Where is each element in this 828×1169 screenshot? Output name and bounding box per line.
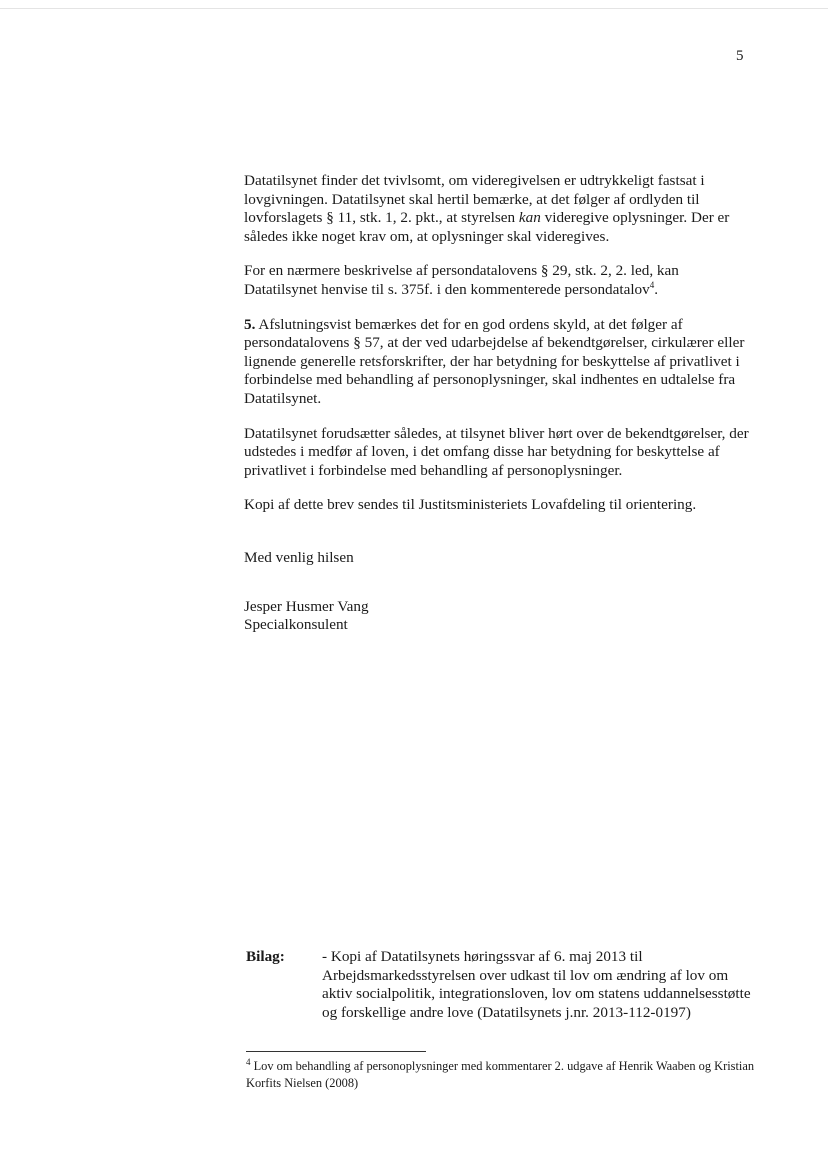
paragraph-3	[244, 316, 754, 409]
paragraph-2-end: .	[654, 280, 659, 298]
footnote	[246, 1058, 761, 1091]
section-number: 5.	[244, 315, 256, 333]
footnote-text: Lov om behandling af personoplysninger med kommentarer 2. udgave af Henrik Waaben og Kristian Korfits Nielsen (2008)	[246, 1059, 755, 1090]
footnote-reference: 4	[649, 279, 655, 290]
paragraph-4: Datatilsynet forudsætter således, at tilsynet bliver hørt over de bekendtgørelser, der udstedes i medfør af loven, i det omfang disse har betydning for beskyttelse af privatlivet i forbindelse med behandling af personoplysninger.	[244, 424, 749, 479]
closing-greeting: Med venlig hilsen	[244, 548, 354, 566]
paragraph-2-text: For en nærmere beskrivelse af persondatalovens § 29, stk. 2, 2. led, kan Datatilsynet henvise til s. 375f. i den kommenterede persondatalov	[244, 262, 679, 298]
paragraph-5: Kopi af dette brev sendes til Justitsministeriets Lovafdeling til orientering.	[244, 496, 697, 514]
scan-edge-line	[0, 8, 828, 9]
letter-body	[244, 172, 754, 635]
page-number: 5	[736, 48, 744, 64]
attachment-label: Bilag:	[246, 948, 285, 965]
footnote-marker: 4	[246, 1056, 251, 1067]
attachment-text: - Kopi af Datatilsynets høringssvar af 6. maj 2013 til Arbejdsmarkedsstyrelsen over udkast til lov om ændring af lov om aktiv socialpolitik, integrationsloven, lov om statens uddannelsesstøtte og forskellige andre love (Datatilsynets j.nr. 2013-112-0197)	[322, 948, 751, 1021]
signatory-name: Jesper Husmer Vang	[244, 597, 369, 615]
paragraph-3-text: Afslutningsvist bemærkes det for en god ordens skyld, at det følger af persondatalovens § 57, at der ved udarbejdelse af bekendtgørelser, cirkulærer eller lignende generelle retsforskrifter, der har betydning for beskyttelse af privatlivet i forbindelse med behandling af personoplysninger, skal indhentes en udtalelse fra Datatilsynet.	[244, 315, 745, 407]
signature-block	[244, 598, 754, 635]
paragraph-1	[244, 172, 754, 246]
paragraph-1-text-a: Datatilsynet finder det tvivlsomt, om videregivelsen er udtrykkeligt fastsat i lovgivningen. Datatilsynet skal hertil bemærke, at det følger af ordlyden til lovforslagets § 11, stk. 1, 2. pkt., at styrelsen	[244, 172, 705, 227]
paragraph-2	[244, 262, 754, 299]
footnote-divider	[246, 1051, 426, 1052]
paragraph-1-text-b: videregive oplysninger. Der er således ikke noget krav om, at oplysninger skal videregives.	[244, 209, 730, 245]
signatory-title: Specialkonsulent	[244, 616, 348, 634]
paragraph-1-emphasis: kan	[518, 209, 541, 227]
